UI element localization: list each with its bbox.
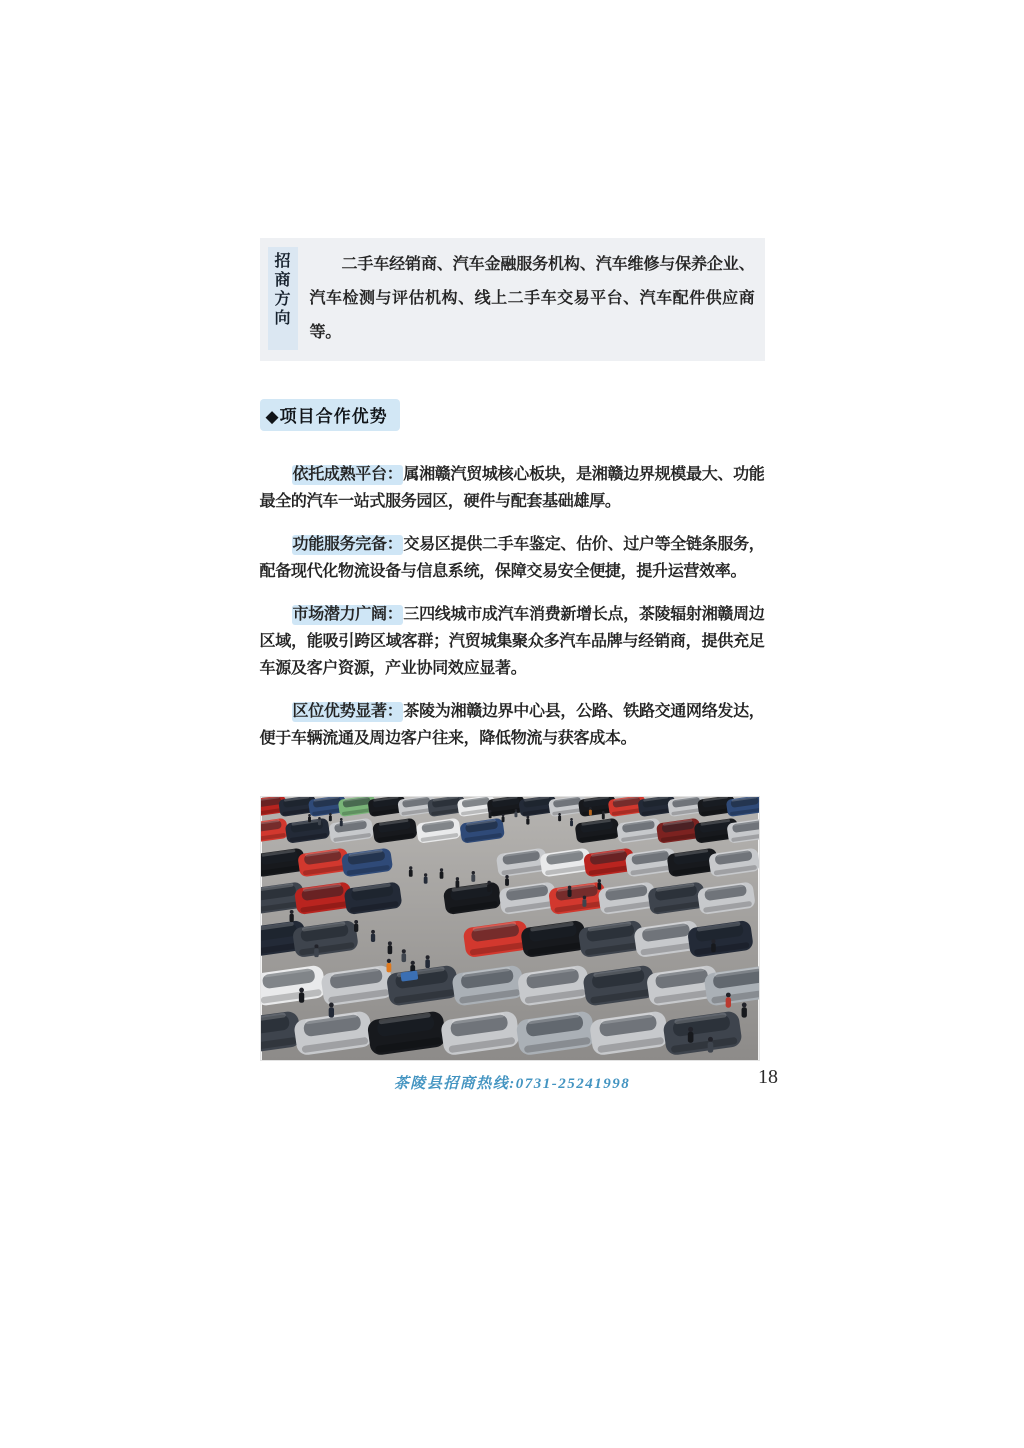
hotline-text: 茶陵县招商热线:0731-25241998 xyxy=(393,1076,631,1092)
advantage-text: 茶陵为湘赣边界中心县，公路、铁路交通网络发达，便于车辆流通及周边客户往来，降低物流与获客成本。 xyxy=(259,703,765,747)
used-car-market-photo xyxy=(260,796,760,1061)
advantage-paragraph-platform xyxy=(260,461,765,515)
section-title xyxy=(260,399,400,431)
advantage-text: 交易区提供二手车鉴定、估价、过户等全链条服务，配备现代化物流设备与信息系统，保障交易安全便捷，提升运营效率。 xyxy=(259,536,765,580)
advantage-label: 市场潜力广阔： xyxy=(292,606,403,623)
investment-direction-box xyxy=(260,238,765,361)
section-title-row xyxy=(260,399,765,431)
used-car-market-scene xyxy=(260,796,760,1061)
diamond-icon: ◆ xyxy=(265,407,280,426)
advantage-paragraph-location xyxy=(260,698,765,752)
advantage-paragraph-market xyxy=(260,601,765,682)
section-title-text: 项目合作优势 xyxy=(279,407,388,426)
advantage-text: 属湘赣汽贸城核心板块，是湘赣边界规模最大、功能最全的汽车一站式服务园区，硬件与配套基础雄厚。 xyxy=(259,466,765,510)
advantage-label: 依托成熟平台： xyxy=(292,466,403,483)
advantage-text: 三四线城市成汽车消费新增长点，茶陵辐射湘赣周边区域，能吸引跨区域客群；汽贸城集聚众多汽车品牌与经销商，提供充足车源及客户资源，产业协同效应显著。 xyxy=(259,606,765,677)
advantage-label: 区位优势显著： xyxy=(292,703,403,720)
investment-direction-text: 二手车经销商、汽车金融服务机构、汽车维修与保养企业、汽车检测与评估机构、线上二手车交易平台、汽车配件供应商等。 xyxy=(309,256,755,341)
advantage-label: 功能服务完备： xyxy=(292,536,403,553)
investment-direction-side-label: 招商方向 xyxy=(268,247,298,350)
page-footer xyxy=(0,1066,1024,1096)
advantage-paragraph-services xyxy=(260,531,765,585)
page-number: 18 xyxy=(758,1066,778,1088)
